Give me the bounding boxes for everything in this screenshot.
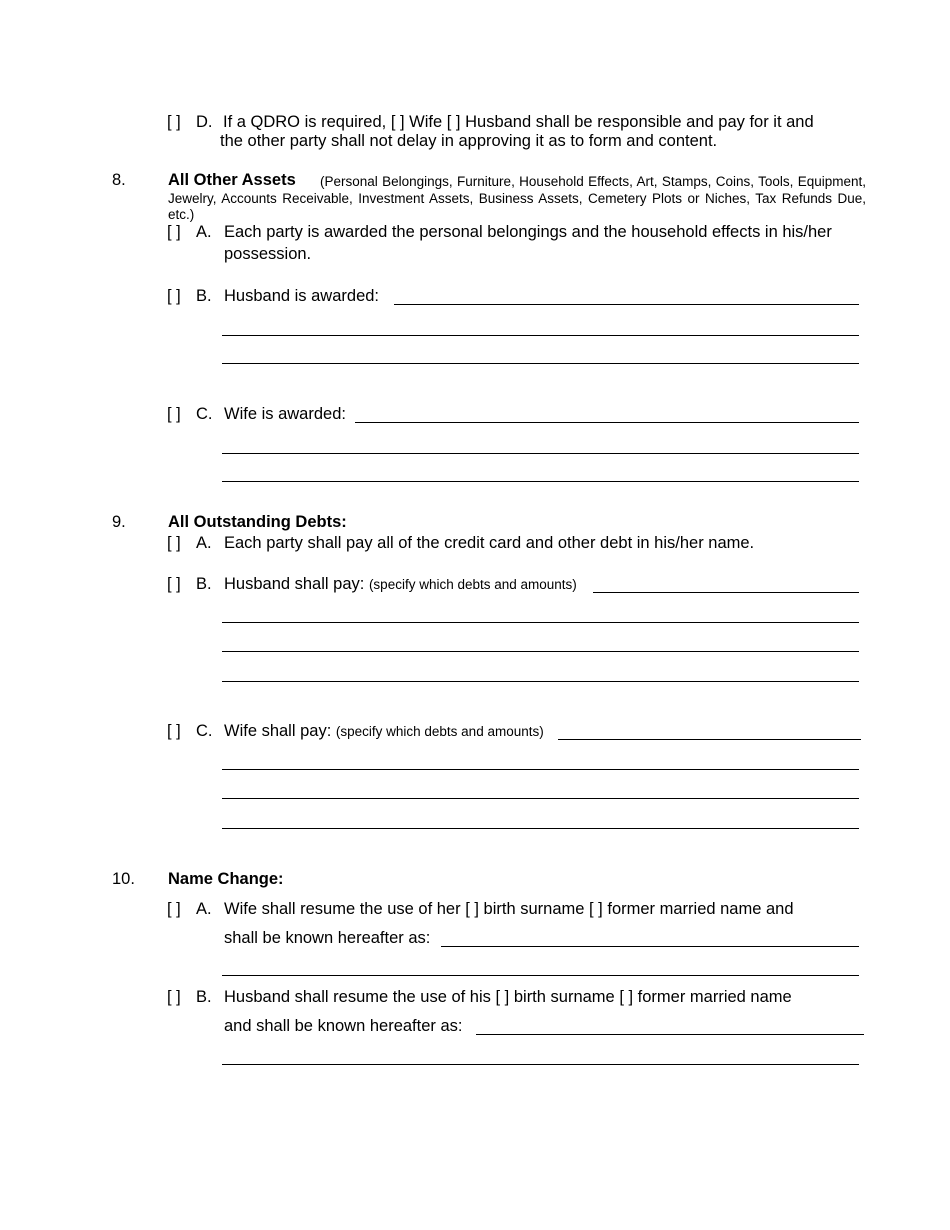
section-9b-label-text: Husband shall pay: — [224, 575, 369, 593]
wife-known-as-field[interactable] — [441, 946, 859, 947]
qdro-husband-checkbox[interactable]: [ ] — [446, 113, 461, 131]
section-8b-checkbox[interactable]: [ ] — [167, 287, 181, 305]
wife-birth-surname-label: birth surname — [478, 900, 590, 918]
section-10a-line1 — [224, 901, 794, 918]
section-10a-text: Wife shall resume the use of her — [224, 900, 466, 918]
husband-former-name-label: former married name — [633, 988, 792, 1006]
section-9b-label — [224, 576, 577, 593]
husband-former-name-checkbox[interactable]: [ ] — [619, 988, 634, 1006]
section-9a-letter: A. — [196, 534, 212, 552]
wife-pay-field[interactable] — [558, 739, 861, 740]
section-10a-checkbox[interactable]: [ ] — [167, 900, 181, 918]
section-10-number: 10. — [112, 870, 135, 888]
husband-pay-field-line4[interactable] — [222, 681, 859, 682]
section-8b-label: Husband is awarded: — [224, 287, 380, 305]
qdro-husband-label: Husband shall be responsible and pay for it and — [460, 113, 814, 131]
wife-pay-field-line2[interactable] — [222, 769, 859, 770]
section-8-description: (Personal Belongings, Furniture, Household Effects, Art, Stamps, Coins, Tools, Equipment, Jewelry, Accounts Receivable, Investment Assets, Business Assets, Cemetery Plots or Niches, Tax Refunds Due, etc.) — [168, 174, 866, 222]
item-7d-line2: the other party shall not delay in approving it as to form and content. — [220, 132, 718, 150]
wife-awarded-field-line2[interactable] — [222, 453, 859, 454]
section-10a-letter: A. — [196, 900, 212, 918]
wife-awarded-field[interactable] — [355, 422, 859, 423]
item-7d-checkbox[interactable]: [ ] — [167, 113, 181, 131]
husband-known-as-field[interactable] — [476, 1034, 864, 1035]
item-7d-letter: D. — [196, 113, 213, 131]
section-8a-letter: A. — [196, 223, 212, 241]
section-9c-label — [224, 723, 544, 740]
section-10-title: Name Change: — [168, 870, 284, 888]
section-8a-checkbox[interactable]: [ ] — [167, 223, 181, 241]
section-8-number: 8. — [112, 171, 126, 189]
section-10a-line2: shall be known hereafter as: — [224, 929, 431, 947]
section-8-title: All Other Assets — [168, 171, 296, 189]
section-9c-note: (specify which debts and amounts) — [335, 724, 544, 739]
section-9b-checkbox[interactable]: [ ] — [167, 575, 181, 593]
wife-former-name-checkbox[interactable]: [ ] — [589, 900, 603, 918]
husband-awarded-field-line2[interactable] — [222, 335, 859, 336]
wife-former-name-label: former married name and — [602, 900, 794, 918]
wife-pay-field-line3[interactable] — [222, 798, 859, 799]
wife-known-as-field-line2[interactable] — [222, 975, 859, 976]
wife-birth-surname-checkbox[interactable]: [ ] — [465, 900, 479, 918]
husband-birth-surname-label: birth surname — [509, 988, 620, 1006]
section-10b-line1 — [224, 989, 792, 1006]
section-9-title: All Outstanding Debts: — [168, 513, 347, 531]
husband-awarded-field-line3[interactable] — [222, 363, 859, 364]
section-9a-checkbox[interactable]: [ ] — [167, 534, 181, 552]
section-8c-label: Wife is awarded: — [224, 405, 346, 423]
section-9c-label-text: Wife shall pay: — [224, 722, 336, 740]
section-10b-text: Husband shall resume the use of his — [224, 988, 496, 1006]
husband-birth-surname-checkbox[interactable]: [ ] — [495, 988, 510, 1006]
husband-pay-field[interactable] — [593, 592, 859, 593]
section-9c-checkbox[interactable]: [ ] — [167, 722, 181, 740]
wife-awarded-field-line3[interactable] — [222, 481, 859, 482]
section-10b-letter: B. — [196, 988, 212, 1006]
section-9b-letter: B. — [196, 575, 212, 593]
section-9b-note: (specify which debts and amounts) — [368, 577, 577, 592]
husband-awarded-field[interactable] — [394, 304, 859, 305]
qdro-wife-label: Wife — [404, 113, 447, 131]
section-8a-line1: Each party is awarded the personal belongings and the household effects in his/her — [224, 223, 832, 241]
item-7d-line1 — [223, 114, 814, 131]
item-7d-text: If a QDRO is required, — [223, 113, 391, 131]
husband-pay-field-line3[interactable] — [222, 651, 859, 652]
husband-known-as-field-line2[interactable] — [222, 1064, 859, 1065]
section-8c-checkbox[interactable]: [ ] — [167, 405, 181, 423]
section-8c-letter: C. — [196, 405, 213, 423]
section-8b-letter: B. — [196, 287, 212, 305]
section-10b-checkbox[interactable]: [ ] — [167, 988, 181, 1006]
section-9c-letter: C. — [196, 722, 213, 740]
qdro-wife-checkbox[interactable]: [ ] — [390, 113, 405, 131]
section-8a-line2: possession. — [224, 245, 312, 263]
section-9-number: 9. — [112, 513, 126, 531]
husband-pay-field-line2[interactable] — [222, 622, 859, 623]
section-10b-line2: and shall be known hereafter as: — [224, 1017, 463, 1035]
wife-pay-field-line4[interactable] — [222, 828, 859, 829]
section-9a-text: Each party shall pay all of the credit card and other debt in his/her name. — [224, 534, 755, 552]
